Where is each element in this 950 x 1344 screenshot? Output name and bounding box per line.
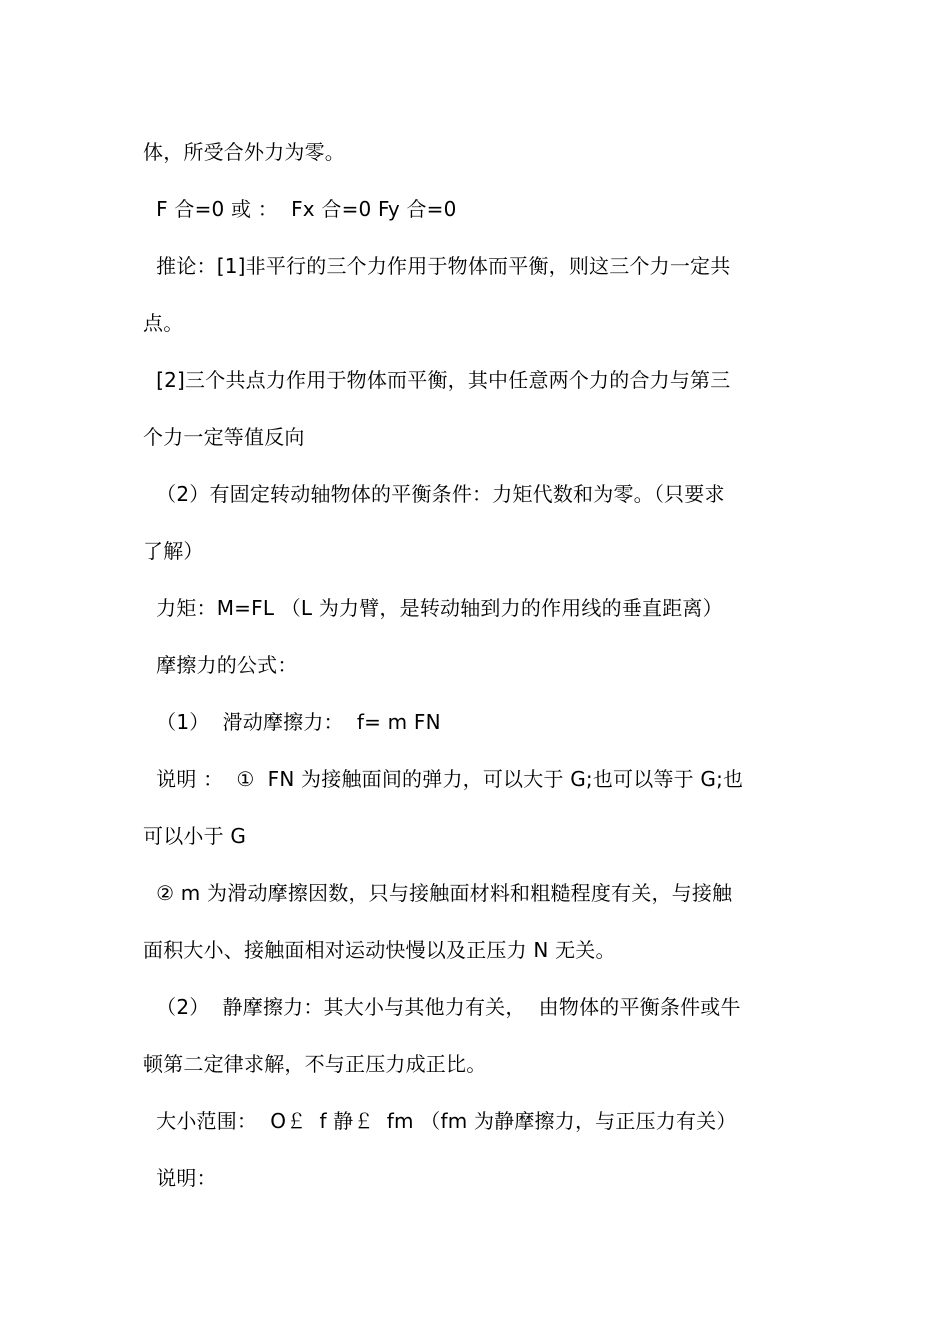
text-line: [2]三个共点力作用于物体而平衡，其中任意两个力的合力与第三 bbox=[143, 368, 731, 392]
text-line: 可以小于 G bbox=[143, 824, 247, 848]
text-line: （2）有固定转动轴物体的平衡条件：力矩代数和为零。（只要求 bbox=[143, 482, 725, 506]
text-line: （2） 静摩擦力：其大小与其他力有关， 由物体的平衡条件或牛 bbox=[143, 995, 741, 1019]
text-line: 顿第二定律求解，不与正压力成正比。 bbox=[143, 1052, 487, 1076]
text-line: 摩擦力的公式： bbox=[143, 653, 298, 677]
text-line: 说明 ： ① FN 为接触面间的弹力，可以大于 G;也可以等于 G;也 bbox=[143, 767, 744, 791]
text-line: 大小范围： O￡ f 静￡ fm （fm 为静摩擦力，与正压力有关） bbox=[143, 1109, 737, 1133]
text-line: 面积大小、接触面相对运动快慢以及正压力 N 无关。 bbox=[143, 938, 616, 962]
text-line: 推论：[1]非平行的三个力作用于物体而平衡，则这三个力一定共 bbox=[143, 254, 731, 278]
text-line: F 合=0 或 ： Fx 合=0 Fy 合=0 bbox=[143, 197, 457, 221]
text-line: 体，所受合外力为零。 bbox=[143, 140, 345, 164]
text-line: 个力一定等值反向 bbox=[143, 425, 305, 449]
text-line: 了解） bbox=[143, 539, 204, 563]
text-line: 点。 bbox=[143, 311, 184, 335]
text-line: ② m 为滑动摩擦因数，只与接触面材料和粗糙程度有关，与接触 bbox=[143, 881, 733, 905]
text-line: 力矩：M=FL （L 为力臂，是转动轴到力的作用线的垂直距离） bbox=[143, 596, 723, 620]
text-line: （1） 滑动摩擦力： f= m FN bbox=[143, 710, 441, 734]
text-line: 说明： bbox=[143, 1166, 217, 1190]
